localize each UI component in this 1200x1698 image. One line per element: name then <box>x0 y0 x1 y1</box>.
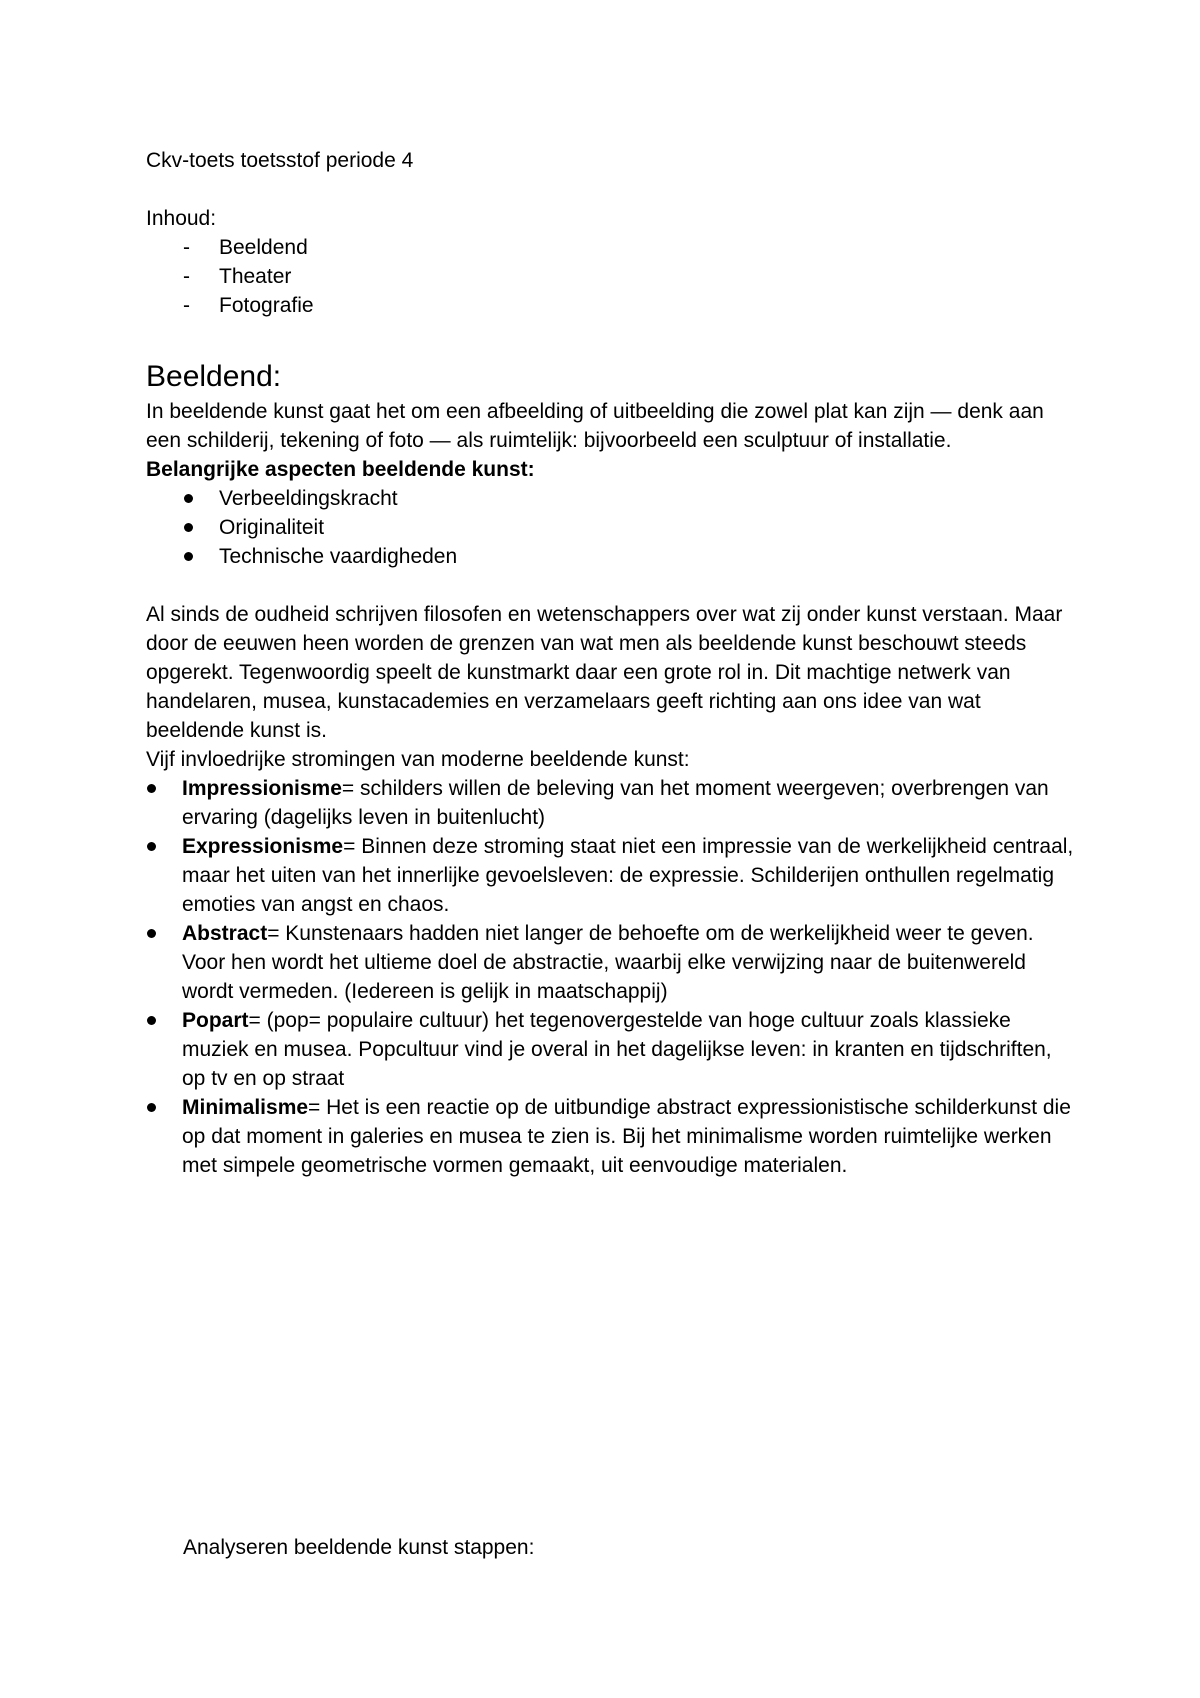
movement-term: Popart <box>182 1009 249 1032</box>
contents-label: Inhoud: <box>146 207 217 230</box>
aspect-item <box>183 542 1076 571</box>
bullet-icon <box>184 523 193 532</box>
aspect-text: Verbeeldingskracht <box>219 487 398 510</box>
paragraph-spacer <box>146 571 1076 600</box>
bullet-icon <box>147 929 156 938</box>
contents-item-text: Fotografie <box>219 294 314 317</box>
contents-item <box>183 233 1076 262</box>
aspect-text: Originaliteit <box>219 516 325 539</box>
contents-item <box>183 291 1076 320</box>
movement-item <box>146 832 1076 919</box>
dash-marker: - <box>183 294 190 317</box>
movement-item <box>146 919 1076 1006</box>
document-title: Ckv-toets toetsstof periode 4 <box>146 149 414 172</box>
movements-label: Vijf invloedrijke stromingen van moderne beeldende kunst: <box>146 748 690 771</box>
history-paragraph: Al sinds de oudheid schrijven filosofen en wetenschappers over wat zij onder kunst verstaan. Maar door de eeuwen heen worden de grenzen van wat men als beeldende kunst beschouwt steeds opgerekt. Tegenwoordig speelt de kunstmarkt daar een grote rol in. Dit machtige netwerk van handelaren, musea, kunstacademies en verzamelaars geeft richting aan ons idee van wat beeldende kunst is. <box>146 603 1063 742</box>
dash-marker: - <box>183 236 190 259</box>
intro-paragraph: In beeldende kunst gaat het om een afbeelding of uitbeelding die zowel plat kan zijn — denk aan een schilderij, tekening of foto — als ruimtelijk: bijvoorbeeld een sculptuur of installatie. <box>146 400 1044 452</box>
aspect-item <box>183 513 1076 542</box>
movement-item <box>146 774 1076 832</box>
bullet-icon <box>184 494 193 503</box>
aspects-label: Belangrijke aspecten beeldende kunst: <box>146 458 535 481</box>
movement-term: Impressionisme <box>182 777 342 800</box>
movement-item <box>146 1006 1076 1093</box>
movement-description: = Kunstenaars hadden niet langer de behoefte om de werkelijkheid weer te geven. Voor hen wordt het ultieme doel de abstractie, waarbij elke verwijzing naar de buitenwereld wordt vermeden. (Iedereen is gelijk in maatschappij) <box>182 922 1034 1003</box>
movement-term: Expressionisme <box>182 835 344 858</box>
movement-description: = (pop= populaire cultuur) het tegenovergestelde van hoge cultuur zoals klassieke muziek en musea. Popcultuur vind je overal in het dagelijkse leven: in kranten en tijdschriften, op tv en op straat <box>182 1009 1052 1090</box>
movement-term: Abstract <box>182 922 268 945</box>
movement-term: Minimalisme <box>182 1096 309 1119</box>
movement-description: = Het is een reactie op de uitbundige abstract expressionistische schilderkunst die op dat moment in galeries en musea te zien is. Bij het minimalisme worden ruimtelijke werken met simpele geometrische vormen gemaakt, uit eenvoudige materialen. <box>182 1096 1071 1177</box>
bullet-icon <box>147 1016 156 1025</box>
movements-list <box>146 774 1076 1180</box>
bullet-icon <box>147 1103 156 1112</box>
aspect-item <box>183 484 1076 513</box>
analysis-heading: Analyseren beeldende kunst stappen: <box>183 1536 535 1559</box>
contents-list <box>146 233 1076 320</box>
movement-description: = Binnen deze stroming staat niet een impressie van de werkelijkheid centraal, maar het uiten van het innerlijke gevoelsleven: de expressie. Schilderijen onthullen regelmatig emoties van angst en chaos. <box>182 835 1074 916</box>
bullet-icon <box>147 842 156 851</box>
bullet-icon <box>147 784 156 793</box>
contents-item-text: Beeldend <box>219 236 308 259</box>
section-heading: Beeldend: <box>146 360 282 393</box>
dash-marker: - <box>183 265 190 288</box>
movement-item <box>146 1093 1076 1180</box>
bullet-icon <box>184 552 193 561</box>
contents-item <box>183 262 1076 291</box>
aspect-text: Technische vaardigheden <box>219 545 458 568</box>
aspects-list <box>146 484 1076 571</box>
contents-item-text: Theater <box>219 265 292 288</box>
movement-description: = schilders willen de beleving van het moment weergeven; overbrengen van ervaring (dagelijks leven in buitenlucht) <box>182 777 1049 829</box>
document-body <box>146 146 1076 1180</box>
